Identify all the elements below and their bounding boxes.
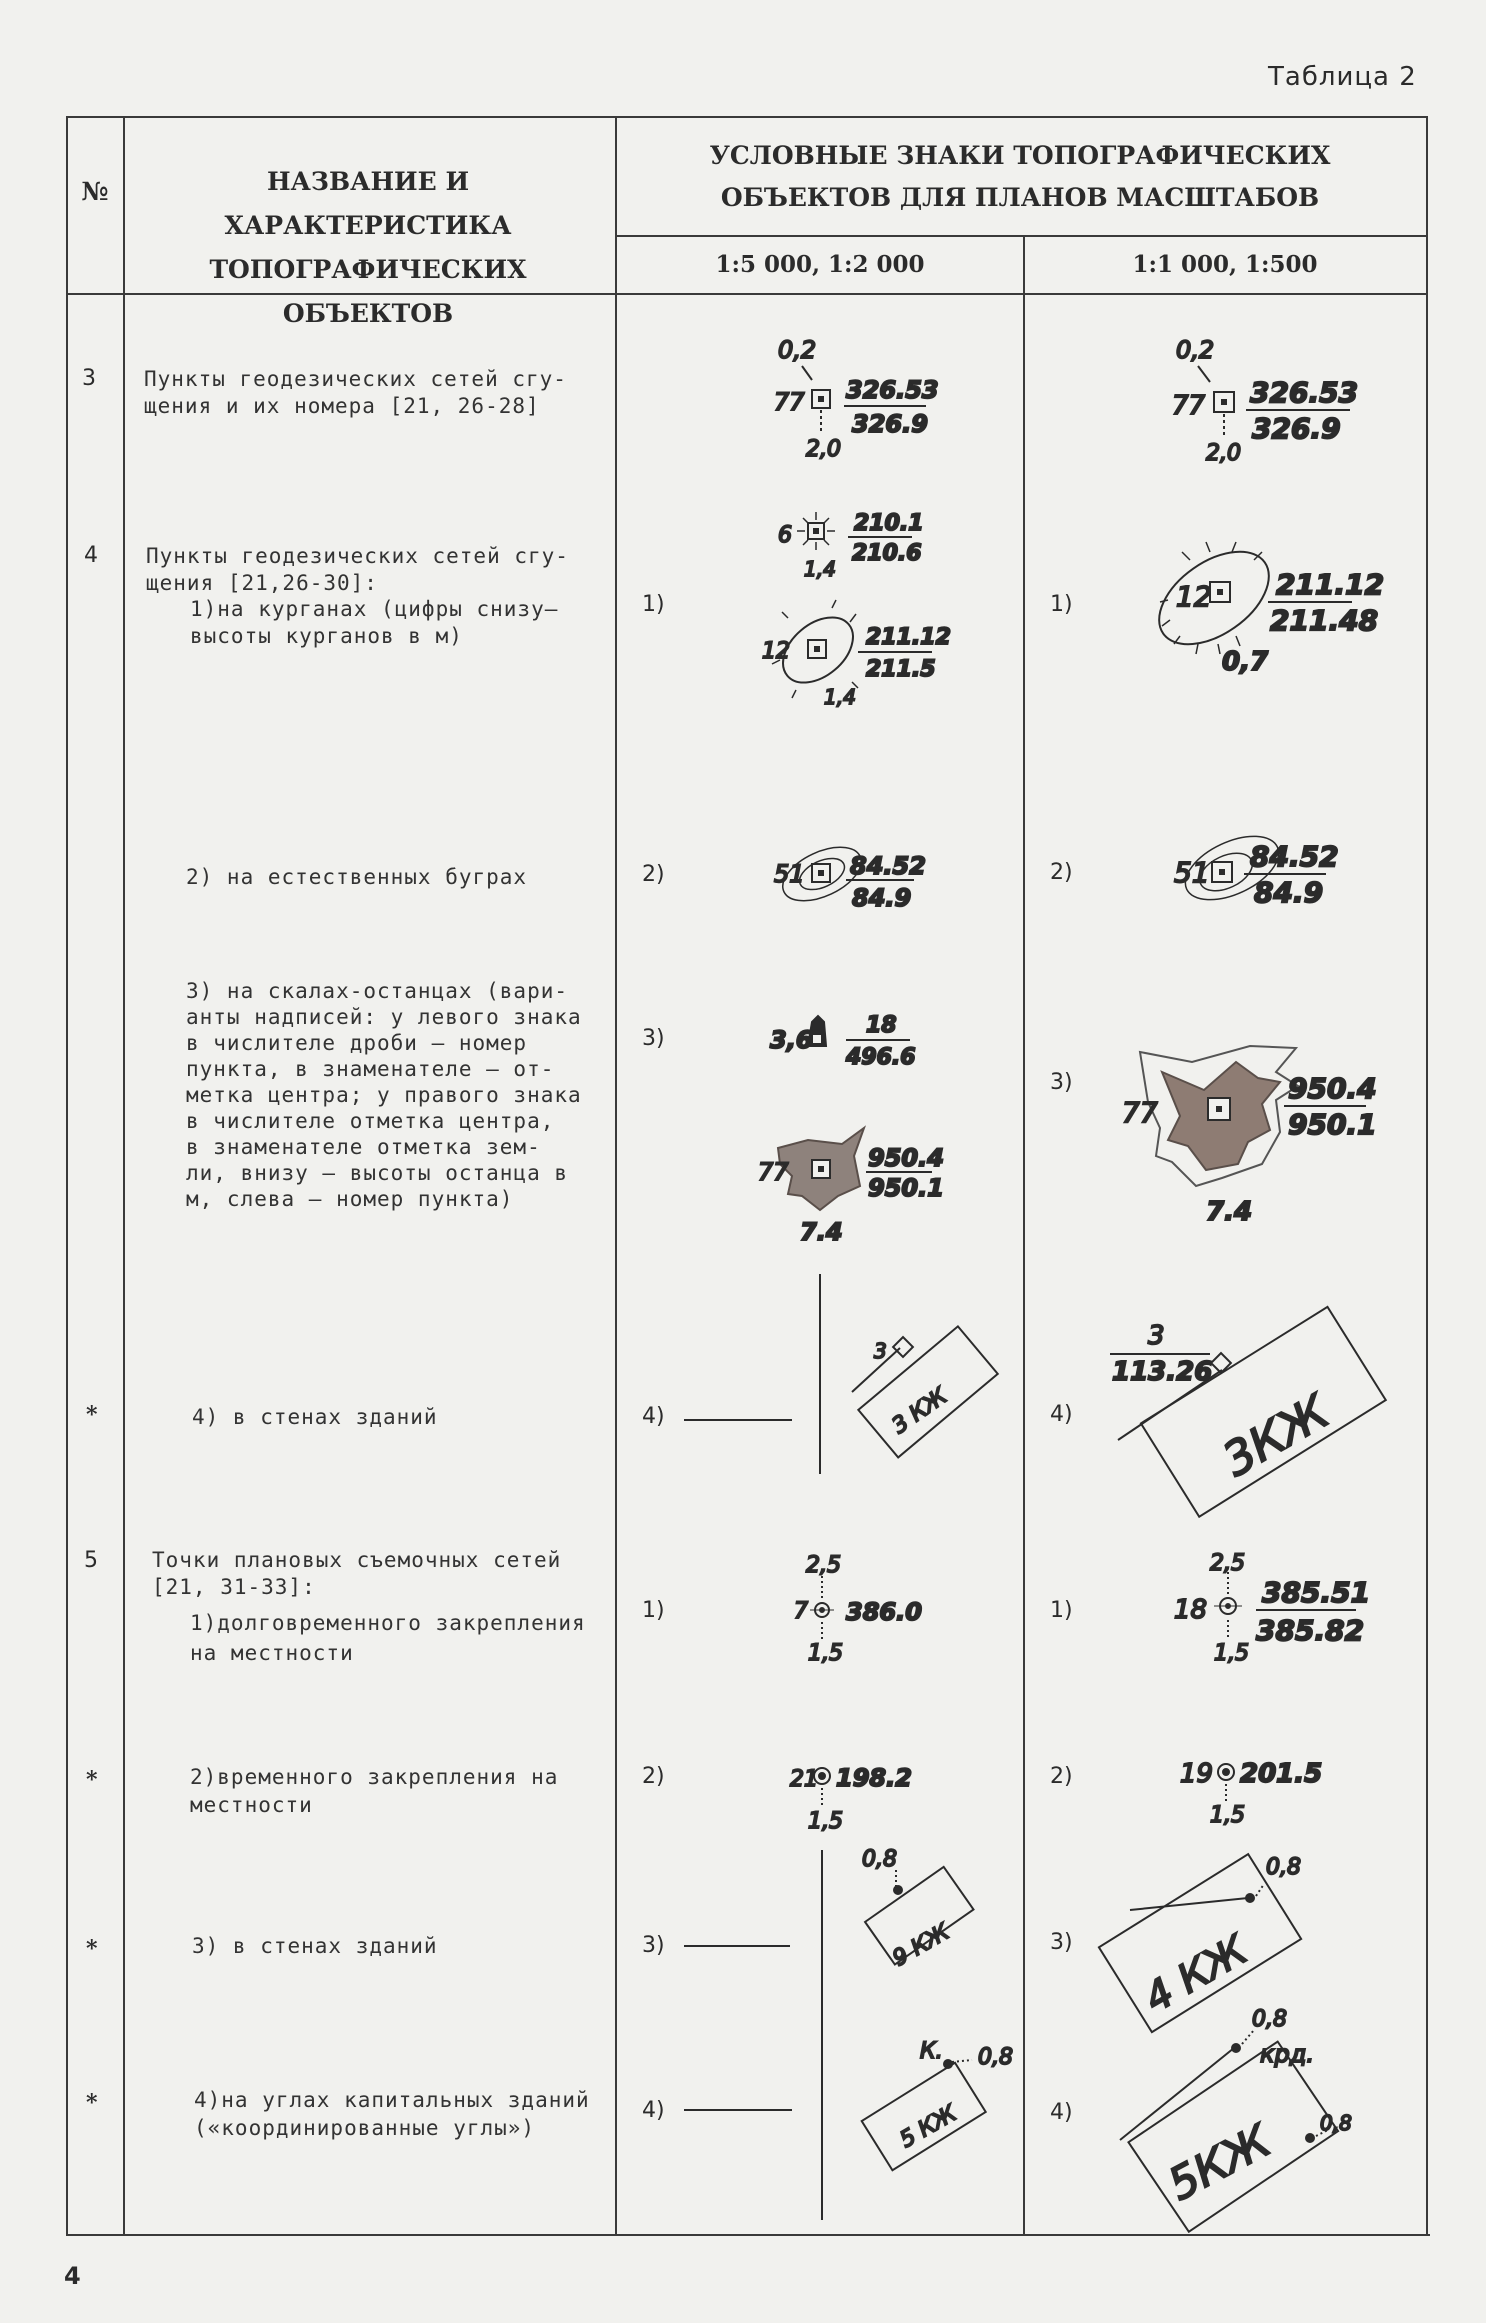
point-on-mound-sign — [1143, 533, 1384, 677]
point-in-wall-sign — [1099, 1854, 1301, 2032]
svg-text:0,8: 0,8 — [978, 2045, 1013, 2070]
svg-text:2,0: 2,0 — [1206, 441, 1241, 466]
svg-text:211.48: 211.48 — [1270, 604, 1379, 637]
svg-text:84.52: 84.52 — [1250, 840, 1339, 873]
svg-text:0,2: 0,2 — [1176, 336, 1215, 364]
point-on-mound-sign — [778, 511, 924, 581]
svg-text:950.4: 950.4 — [868, 1144, 944, 1172]
point-in-wall-sign — [684, 1847, 974, 2060]
svg-text:0,8: 0,8 — [862, 1847, 897, 1872]
svg-text:211.12: 211.12 — [1276, 568, 1385, 601]
svg-text:7.4: 7.4 — [800, 1218, 843, 1246]
svg-text:211.12: 211.12 — [866, 625, 951, 650]
rock-point-sign — [758, 1128, 944, 1246]
svg-text:2,5: 2,5 — [1210, 1551, 1245, 1576]
svg-text:326.9: 326.9 — [852, 410, 928, 438]
item-marker: 2) — [1050, 1764, 1073, 1789]
item-marker: 4) — [1050, 2100, 1073, 2125]
svg-text:7.4: 7.4 — [1206, 1197, 1253, 1227]
svg-text:496.6: 496.6 — [846, 1045, 916, 1070]
row-sub-item: 1)долговременного закрепления на местности — [190, 1611, 586, 1665]
svg-text:326.9: 326.9 — [1252, 412, 1341, 445]
item-marker: 3) — [642, 1933, 665, 1958]
row-sub-item: 2) на естественных буграх — [186, 865, 528, 889]
row-sub-item: 2)временного закрепления на местности — [190, 1765, 559, 1817]
row-number: 5 — [84, 1548, 98, 1573]
header-name: НАЗВАНИЕ И ХАРАКТЕРИСТИКА ТОПОГРАФИЧЕСКИХ ОБЪЕКТОВ — [209, 167, 527, 328]
item-marker: 1) — [1050, 592, 1073, 617]
temporary-point-sign — [790, 1764, 912, 1834]
asterisk-mark: * — [86, 2090, 98, 2116]
row-description: Пункты геодезических сетей сгу- щения [21,26-30]: — [146, 544, 569, 595]
item-marker: 2) — [1050, 860, 1073, 885]
temporary-point-sign — [1180, 1759, 1322, 1828]
rock-point-sign — [1122, 1046, 1377, 1227]
svg-text:950.1: 950.1 — [868, 1174, 944, 1202]
row-sub-item: 3) на скалах-останцах (вари- анты надписей: у левого знака в числителе дроби — номер пункта, в знаменателе — от- метка центра; у правого знака в числителе отметка центра, в знаменателе отметка зем- ли, внизу — высоты останца в м, слева — номер пункта) — [186, 979, 582, 1211]
point-in-wall-sign — [1110, 1307, 1386, 1517]
svg-text:12: 12 — [762, 639, 790, 664]
point-on-hill-sign — [1174, 823, 1339, 912]
asterisk-mark: * — [86, 1936, 98, 1962]
asterisk-mark: * — [86, 1767, 98, 1793]
svg-text:18: 18 — [866, 1013, 897, 1038]
svg-text:0,2: 0,2 — [778, 336, 817, 364]
row-description: Точки плановых съемочных сетей [21, 31-33]: — [152, 1548, 562, 1599]
svg-text:84.52: 84.52 — [850, 852, 926, 880]
geodetic-point-sign — [774, 336, 939, 462]
row-number: 4 — [84, 543, 98, 568]
point-in-wall-sign — [684, 1274, 998, 1474]
svg-text:К.: К. — [920, 2039, 943, 2064]
svg-text:385.82: 385.82 — [1256, 1614, 1365, 1647]
svg-text:3,6: 3,6 — [770, 1026, 813, 1054]
survey-point-sign — [1174, 1551, 1370, 1666]
svg-text:84.9: 84.9 — [852, 884, 912, 912]
svg-text:950.1: 950.1 — [1288, 1108, 1377, 1141]
svg-text:211.5: 211.5 — [866, 657, 936, 682]
row-sub-item: 4)на углах капитальных зданий («координированные углы») — [194, 2088, 590, 2140]
item-marker: 3) — [1050, 1930, 1073, 1955]
survey-point-sign — [794, 1553, 922, 1666]
svg-text:0,8: 0,8 — [1266, 1855, 1301, 1880]
coordinated-corner-sign — [1120, 2007, 1352, 2232]
header-scale-1000: 1:1 000, 1:500 — [1132, 251, 1318, 278]
svg-text:77: 77 — [758, 1158, 789, 1186]
svg-text:18: 18 — [1174, 1595, 1208, 1625]
row-sub-item: 1)на курганах (цифры снизу— высоты курганов в м) — [190, 597, 559, 648]
svg-text:0,7: 0,7 — [1222, 647, 1269, 677]
item-marker: 4) — [1050, 1402, 1073, 1427]
svg-text:1,4: 1,4 — [824, 685, 856, 709]
item-marker: 1) — [642, 1598, 665, 1623]
row-description: Пункты геодезических сетей сгу- щения и их номера [21, 26-28] — [144, 367, 567, 418]
item-marker: 4) — [642, 2098, 665, 2123]
item-marker: 3) — [1050, 1070, 1073, 1095]
svg-text:5КЖ: 5КЖ — [1160, 2115, 1279, 2211]
header-scale-5000: 1:5 000, 1:2 000 — [715, 251, 925, 278]
svg-text:51: 51 — [1174, 856, 1210, 889]
row-sub-item: 4) в стенах зданий — [192, 1405, 438, 1429]
svg-text:4 КЖ: 4 КЖ — [1136, 1927, 1255, 2022]
point-on-hill-sign — [774, 836, 926, 912]
svg-text:крд.: крд. — [1260, 2040, 1314, 2068]
item-marker: 2) — [642, 862, 665, 887]
table-title: Таблица 2 — [1268, 62, 1417, 92]
svg-text:3: 3 — [1148, 1321, 1165, 1351]
svg-text:210.1: 210.1 — [854, 511, 924, 536]
svg-text:12: 12 — [1176, 580, 1212, 613]
svg-text:201.5: 201.5 — [1240, 1759, 1323, 1789]
svg-text:326.53: 326.53 — [1250, 376, 1359, 409]
item-marker: 2) — [642, 1764, 665, 1789]
svg-text:950.4: 950.4 — [1288, 1072, 1377, 1105]
row-number: 3 — [82, 366, 96, 391]
svg-text:0,8: 0,8 — [1320, 2111, 1352, 2135]
svg-text:2,0: 2,0 — [806, 437, 841, 462]
svg-text:77: 77 — [774, 388, 805, 416]
svg-text:9 КЖ: 9 КЖ — [888, 1919, 954, 1972]
item-marker: 1) — [642, 592, 665, 617]
svg-text:198.2: 198.2 — [836, 1764, 912, 1792]
svg-text:77: 77 — [1172, 391, 1206, 421]
svg-text:2,5: 2,5 — [806, 1553, 841, 1578]
svg-text:3: 3 — [874, 1339, 887, 1363]
header-num: № — [81, 177, 109, 206]
svg-text:3 КЖ: 3 КЖ — [887, 1383, 952, 1440]
header-signs: УСЛОВНЫЕ ЗНАКИ ТОПОГРАФИЧЕСКИХ ОБЪЕКТОВ ДЛЯ ПЛАНОВ МАСШТАБОВ — [709, 141, 1331, 212]
svg-text:1,5: 1,5 — [808, 1809, 843, 1834]
svg-text:7: 7 — [794, 1599, 808, 1624]
svg-text:51: 51 — [774, 860, 805, 888]
svg-text:84.9: 84.9 — [1254, 876, 1324, 909]
svg-text:21: 21 — [790, 1767, 818, 1792]
svg-text:1,4: 1,4 — [804, 557, 836, 581]
geodetic-point-sign — [1172, 336, 1358, 466]
svg-text:1,5: 1,5 — [1210, 1803, 1245, 1828]
asterisk-mark: * — [86, 1402, 98, 1428]
svg-text:19: 19 — [1180, 1759, 1214, 1789]
svg-text:0,8: 0,8 — [1252, 2007, 1287, 2032]
coordinated-corner-sign — [684, 2039, 1013, 2220]
svg-text:1,5: 1,5 — [808, 1641, 843, 1666]
svg-text:1,5: 1,5 — [1214, 1641, 1249, 1666]
item-marker: 3) — [642, 1026, 665, 1051]
row-sub-item: 3) в стенах зданий — [192, 1934, 438, 1958]
svg-text:326.53: 326.53 — [846, 376, 939, 404]
point-on-mound-sign — [762, 600, 951, 709]
svg-text:210.6: 210.6 — [852, 541, 922, 566]
svg-text:6: 6 — [778, 523, 792, 548]
svg-text:77: 77 — [1122, 1096, 1158, 1129]
svg-text:3КЖ: 3КЖ — [1213, 1384, 1338, 1487]
svg-text:385.51: 385.51 — [1262, 1576, 1371, 1609]
svg-text:386.0: 386.0 — [846, 1598, 922, 1626]
item-marker: 4) — [642, 1404, 665, 1429]
svg-text:5 КЖ: 5 КЖ — [895, 2101, 961, 2154]
rock-point-sign — [770, 1013, 916, 1070]
svg-text:113.26: 113.26 — [1112, 1357, 1213, 1387]
page-number: 4 — [64, 2262, 81, 2290]
item-marker: 1) — [1050, 1598, 1073, 1623]
